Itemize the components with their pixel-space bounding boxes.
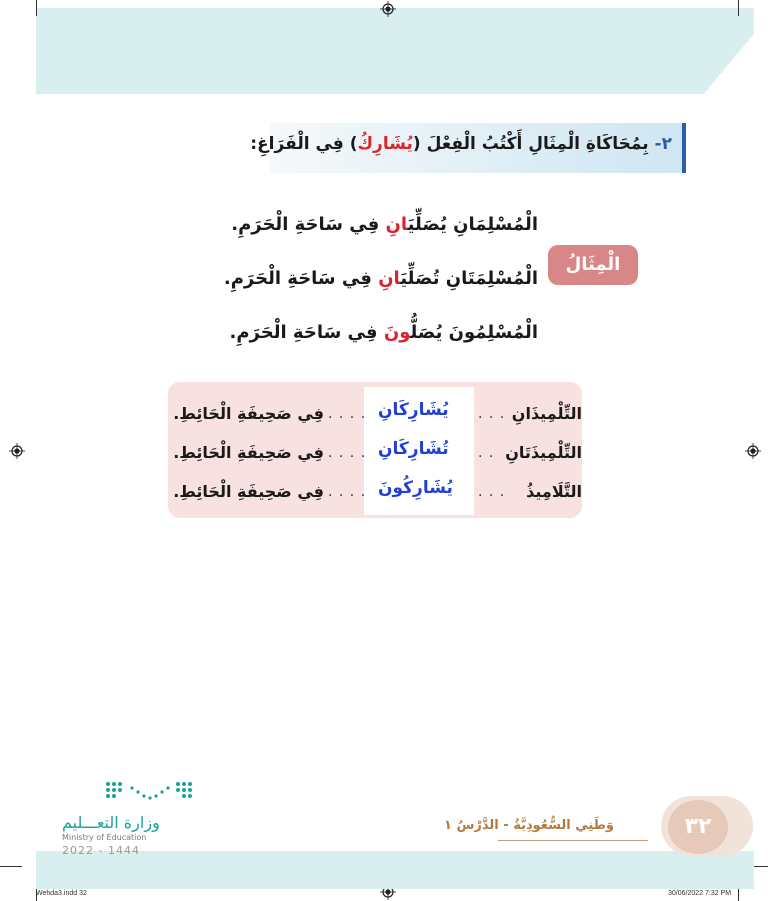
verb-stem: تُصَلِّيَ [400,268,440,289]
slug-file: Wehda3.indd 32 [36,890,87,897]
example-verb [384,322,443,343]
verb-suffix: ونَ [383,322,411,343]
registration-mark-icon [9,443,25,459]
example-sentence [231,214,538,235]
exercise-subject: التَّلَامِيذُ [526,482,582,501]
exercise-rest: فِي صَحِيفَةِ الْحَائِطِ. [173,443,324,462]
example-rest: فِي سَاحَةِ الْحَرَمِ. [231,214,380,235]
bottom-band [36,851,754,889]
slug-date: 30/06/2022 7:32 PM [668,890,732,897]
blank-dots: . . . [478,484,506,500]
blank-dots: . . . . [328,445,367,461]
registration-mark-icon [380,1,396,17]
crop-mark [36,0,37,16]
exercise-rest: فِي صَحِيفَةِ الْحَائِطِ. [173,482,324,501]
top-banner [36,8,754,94]
instruction-text [250,134,672,154]
verb-stem: يُصَلِّيَ [407,214,447,235]
lesson-title: وَطَنِي السُّعُودِيَّةُ - الدَّرْسُ ١ [444,818,614,833]
exercise-answer[interactable]: يُشَارِكُونَ [378,478,453,498]
page-number: ٣٢ [668,800,728,854]
ministry-name-arabic: وزارة التعـــليم [62,813,160,832]
exercise-subject: التِّلْمِيذَانِ [511,404,582,423]
blank-dots: . . . . [328,406,367,422]
example-verb [378,268,439,289]
verb-suffix: انِ [385,214,408,235]
crop-mark [738,0,739,16]
example-verb [386,214,447,235]
example-subject: الْمُسْلِمُونَ [448,322,538,343]
crop-mark [0,866,22,867]
ministry-year: 2022 - 1444 [62,844,140,857]
example-badge: الْمِثَالُ [548,245,638,285]
verb-stem: يُصَلُّ [410,322,443,343]
example-rest: فِي سَاحَةِ الْحَرَمِ. [223,268,372,289]
exercise-answer[interactable]: يُشَارِكَانِ [378,400,449,420]
exercise-rest: فِي صَحِيفَةِ الْحَائِطِ. [173,404,324,423]
instruction-number: ٢- [654,134,672,154]
blank-dots: . . . . [328,484,367,500]
instruction-text-before: بِمُحَاكَاةِ الْمِثَالِ أَكْتُبُ الْفِعْلَ ( [412,134,649,154]
exercise-subject: التِّلْمِيذَتَانِ [505,443,582,462]
lesson-underline [498,840,648,841]
blank-dots: . . [478,445,495,461]
example-sentence [224,268,538,289]
exercise-answer[interactable]: تُشَارِكَانِ [378,439,449,459]
ministry-name-english: Ministry of Education [62,833,147,842]
example-subject: الْمُسْلِمَتَانِ [445,268,538,289]
example-subject: الْمُسْلِمَانِ [453,214,538,235]
instruction-text-after: ) فِي الْفَرَاغِ: [250,134,358,154]
example-rest: فِي سَاحَةِ الْحَرَمِ. [229,322,378,343]
instruction-verb: يُشَارِكُ [357,134,413,154]
registration-mark-icon [745,443,761,459]
verb-suffix: انِ [378,268,401,289]
ministry-logo-icon [104,778,194,812]
example-sentence [230,322,538,343]
blank-dots: . . . [478,406,506,422]
